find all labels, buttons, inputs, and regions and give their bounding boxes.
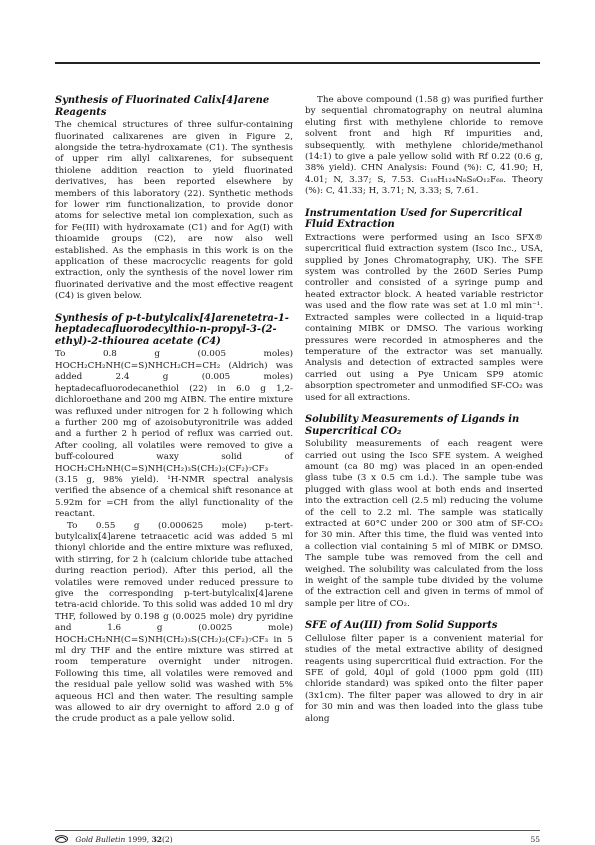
paragraph: Cellulose filter paper is a convenient material for studies of the metal extractive ability of designed reagents using supercritical fluid extraction. For the SFE of gold, 40µl of gold (1000 ppm gold (III) chloride standard) was spiked onto the filter paper (3x1cm). The filter paper was allowed to dry in air for 30 min and was then loaded into the glass tube along <box>305 633 543 724</box>
paragraph: To 0.55 g (0.000625 mole) p-tert-butylcalix[4]arene tetraacetic acid was added 5 ml thionyl chloride and the entire mixture was refluxed, with stirring, for 2 h (calcium chloride tube attached during reaction period). After this period, all the volatiles were removed under reduced pressure to give the corresponding p-tert-butylcalix[4]arene tetra-acid chloride. To this solid was added 10 ml dry THF, followed by 0.198 g (0.0025 mole) dry pyridine and 1.6 g (0.0025 mole) HOCH₂CH₂NH(C=S)NH(CH₂)₃S(CH₂)₂(CF₂)₇CF₃ in 5 ml dry THF and the entire mixture was stirred at room temperature overnight under nitrogen. Following this time, all volatiles were removed and the residual pale yellow solid was washed with 5% aqueous HCl and then water. The resulting sample was allowed to air dry overnight to afford 2.0 g of the crude product as a pale yellow solid. <box>55 520 293 725</box>
section-heading: Instrumentation Used for Supercritical Fluid Extraction <box>305 207 523 231</box>
section-fluorinated-calixarene <box>55 95 293 303</box>
section-heading: Synthesis of Fluorinated Calix[4]arene Reagents <box>55 95 270 118</box>
top-rule <box>55 62 540 64</box>
bottom-rule <box>55 830 540 831</box>
section-sfe-gold <box>305 620 543 725</box>
section-heading: SFE of Au(III) from Solid Supports <box>305 620 498 632</box>
section-synthesis-c4 <box>55 313 293 726</box>
gold-bulletin-logo-icon <box>55 835 68 845</box>
paragraph: To 0.8 g (0.005 moles) HOCH₂CH₂NH(C=S)NHCH₂CH=CH₂ (Aldrich) was added 2.4 g (0.005 moles) heptadecafluorodecanethiol (22) in 6.0 g 1,2-dichloroethane and 200 mg AIBN. The entire mixture was refluxed under nitrogen for 2 h following which a further 200 mg of azoisobutyronitrile was added and a further 2 h period of reflux was carried out. After cooling, all volatiles were removed to give a buff-coloured waxy solid of HOCH₂CH₂NH(C=S)NH(CH₂)₃S(CH₂)₂(CF₂)₇CF₃ (3.15 g, 98% yield). ¹H-NMR spectral analysis verified the absence of a chemical shift resonance at 5.92m for =CH from the allyl functionality of the reactant. <box>55 349 293 520</box>
paragraph: Extractions were performed using an Isco SFX® supercritical fluid extraction system (Isco Inc., USA, supplied by Jones Chromatography, UK). The SFE system was controlled by the 260D Series Pump controller and consisted of a syringe pump and heated extractor block. A heated variable restrictor was used and the flow rate was set at 1.0 ml min⁻¹. Extracted samples were collected in a liquid-trap containing MIBK or DMSO. The various working pressures were recorded in atmospheres and the temperature of the extractor was set manually. Analysis and detection of extracted samples were carried out using a Pye Unicam SP9 atomic absorption spectrometer and unmodified SF-CO₂ was used for all extractions. <box>305 232 543 403</box>
footer-citation <box>55 835 173 845</box>
section-instrumentation <box>305 208 543 404</box>
journal-name: Gold Bulletin <box>75 835 126 844</box>
right-column <box>305 95 543 735</box>
page-number: 55 <box>530 835 540 844</box>
left-column <box>55 95 293 736</box>
section-solubility <box>305 414 543 610</box>
paragraph: The above compound (1.58 g) was purified further by sequential chromatography on neutral alumina eluting first with methylene chloride to remove solvent front and high Rf impurities and, subsequently, with methylene chloride/methanol (14:1) to give a pale yellow solid with Rf 0.22 (0.6 g, 38% yield). CHN Analysis: Found (%): C, 41.90; H, 4.01; N, 3.37; S, 7.53. C₁₁₆H₁₂₄N₈S₈O₁₂F₆₈. Theory (%): C, 41.33; H, 3.71; N, 3.33; S, 7.61. <box>305 95 543 197</box>
section-purification <box>305 95 543 198</box>
paragraph: Solubility measurements of each reagent were carried out using the Isco SFE system. A weighed amount (ca 80 mg) was placed in an open-ended glass tube (3 x 0.5 cm i.d.). The sample tube was plugged with glass wool at both ends and inserted into the extraction cell (2.5 ml) reducing the volume of the cell to 2.2 ml. The sample was statically extracted at 60°C under 200 or 300 atm of SF-CO₂ for 30 min. After this time, the fluid was vented into a collection vial containing 5 ml of MIBK or DMSO. The sample tube was removed from the cell and weighed. The solubility was calculated from the loss in weight of the sample tube divided by the volume of the extraction cell and given in terms of mmol of sample per litre of CO₂. <box>305 439 543 609</box>
journal-volume: 32 <box>151 835 163 844</box>
paragraph: The chemical structures of three sulfur-containing fluorinated calixarenes are given in Figure 2, alongside the tetra-hydroxamate (C1). The synthesis of upper rim allyl calixarenes, for subsequent thiolene addition reaction to yield fluorinated derivatives, has been reported elsewhere by members of this laboratory (22). Synthetic methods for lower rim functionalization, to provide donor atoms for selective metal ion complexation, such as for Fe(III) with hydroxamate (C1) and for Ag(I) with thioamide groups (C2), are now also well established. As the emphasis in this work is on the application of these macrocyclic reagents for gold extraction, only the synthesis of the novel lower rim fluorinated derivative and the most effective reagent (C4) is given below. <box>55 120 293 302</box>
journal-year: 1999, <box>127 835 150 844</box>
journal-issue: (2) <box>162 835 173 844</box>
section-heading: Solubility Measurements of Ligands in Supercritical CO₂ <box>305 413 520 437</box>
section-heading: Synthesis of p-t-butylcalix[4]arenetetra-1-heptadecafluorodecylthio-n-propyl-3-(2-ethyl)-2-thiourea acetate (C4) <box>55 312 289 347</box>
